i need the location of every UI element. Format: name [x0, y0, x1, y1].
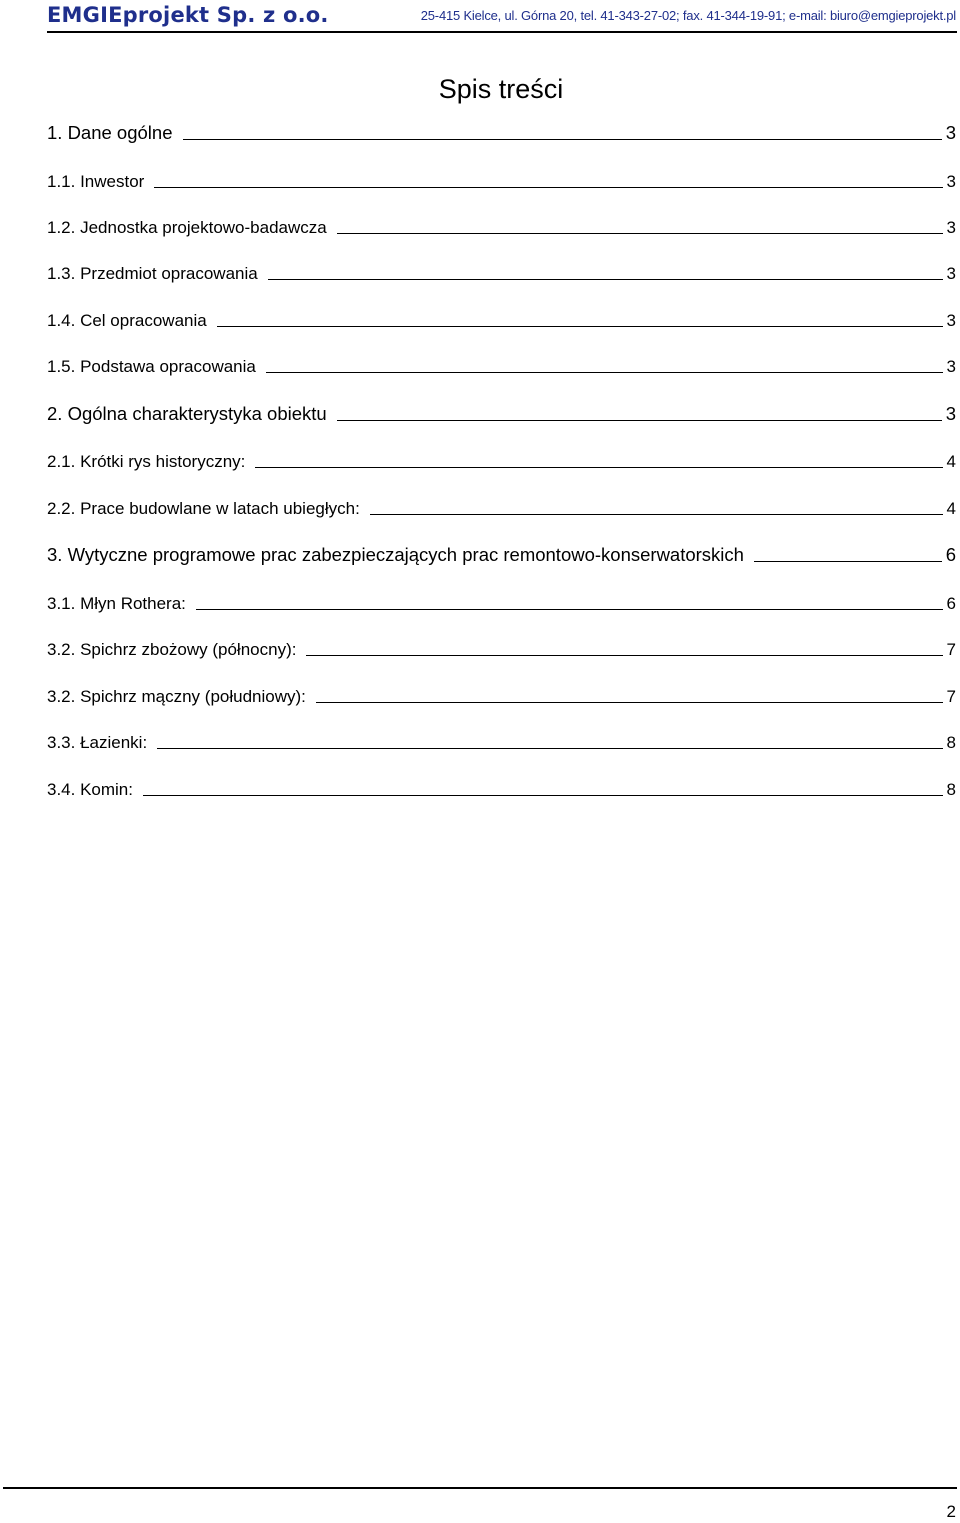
toc-entry[interactable]: [47, 118, 956, 144]
toc-entry-label: 1. Dane ogólne: [47, 122, 173, 143]
toc-leader: [266, 372, 943, 373]
toc-entry[interactable]: [47, 377, 956, 425]
toc-entry-label: 3.2. Spichrz zbożowy (północny):: [47, 640, 297, 659]
toc-entry-page: 3: [946, 172, 956, 191]
footer-divider: [3, 1487, 957, 1489]
toc-leader: [268, 279, 943, 280]
toc-entry[interactable]: [47, 753, 956, 800]
toc-entry[interactable]: [47, 192, 956, 238]
toc-entry-page: 3: [945, 122, 956, 143]
table-of-contents: [47, 118, 956, 800]
toc-entry[interactable]: [47, 660, 956, 707]
toc-entry[interactable]: [47, 238, 956, 284]
toc-entry-label: 1.5. Podstawa opracowania: [47, 357, 256, 376]
company-contact: 25-415 Kielce, ul. Górna 20, tel. 41-343-27-02; fax. 41-344-19-91; e-mail: biuro@emgieprojekt.pl: [420, 8, 956, 23]
toc-entry[interactable]: [47, 707, 956, 753]
toc-entry-label: 3. Wytyczne programowe prac zabezpieczających prac remontowo-konserwatorskich: [47, 544, 744, 565]
toc-entry-page: 7: [946, 687, 956, 706]
toc-entry-page: 4: [946, 499, 956, 518]
toc-entry-label: 3.2. Spichrz mączny (południowy):: [47, 687, 306, 706]
toc-entry[interactable]: [47, 425, 956, 472]
toc-entry-label: 1.1. Inwestor: [47, 172, 145, 191]
toc-entry-page: 3: [946, 218, 956, 237]
toc-leader: [754, 561, 942, 562]
page-header: [0, 0, 960, 30]
toc-leader: [337, 420, 942, 421]
toc-entry-label: 2.2. Prace budowlane w latach ubiegłych:: [47, 499, 360, 518]
toc-entry[interactable]: [47, 144, 956, 192]
toc-entry-label: 3.4. Komin:: [47, 780, 133, 799]
toc-leader: [255, 467, 942, 468]
toc-entry-page: 3: [946, 311, 956, 330]
toc-leader: [217, 326, 943, 327]
toc-entry-label: 2.1. Krótki rys historyczny:: [47, 452, 246, 471]
toc-entry-label: 2. Ogólna charakterystyka obiektu: [47, 403, 327, 424]
toc-entry-page: 3: [946, 357, 956, 376]
toc-entry-page: 4: [946, 452, 956, 471]
toc-entry-page: 3: [945, 403, 956, 424]
toc-entry-page: 3: [946, 264, 956, 283]
toc-leader: [316, 702, 943, 703]
toc-entry[interactable]: [47, 566, 956, 614]
toc-entry-page: 6: [946, 594, 956, 613]
company-name: EMGIEprojekt Sp. z o.o.: [47, 3, 329, 27]
toc-entry-label: 1.4. Cel opracowania: [47, 311, 207, 330]
toc-title: Spis treści: [438, 74, 564, 104]
toc-entry-page: 6: [945, 544, 956, 565]
toc-entry[interactable]: [47, 614, 956, 660]
header-divider: [47, 31, 957, 33]
toc-entry[interactable]: [47, 472, 956, 519]
toc-entry[interactable]: [47, 284, 956, 331]
toc-leader: [143, 795, 943, 796]
toc-entry-page: 8: [946, 780, 956, 799]
toc-entry-page: 8: [946, 733, 956, 752]
toc-leader: [196, 609, 943, 610]
toc-entry-label: 3.1. Młyn Rothera:: [47, 594, 186, 613]
toc-leader: [370, 514, 943, 515]
toc-leader: [183, 139, 942, 140]
toc-leader: [154, 187, 942, 188]
toc-entry-page: 7: [946, 640, 956, 659]
toc-entry[interactable]: [47, 331, 956, 377]
page-number: 2: [946, 1502, 956, 1521]
toc-entry-label: 1.3. Przedmiot opracowania: [47, 264, 258, 283]
toc-leader: [306, 655, 942, 656]
toc-entry[interactable]: [47, 519, 956, 566]
toc-entry-label: 3.3. Łazienki:: [47, 733, 148, 752]
toc-leader: [337, 233, 943, 234]
toc-leader: [157, 748, 942, 749]
toc-entry-label: 1.2. Jednostka projektowo-badawcza: [47, 218, 327, 237]
